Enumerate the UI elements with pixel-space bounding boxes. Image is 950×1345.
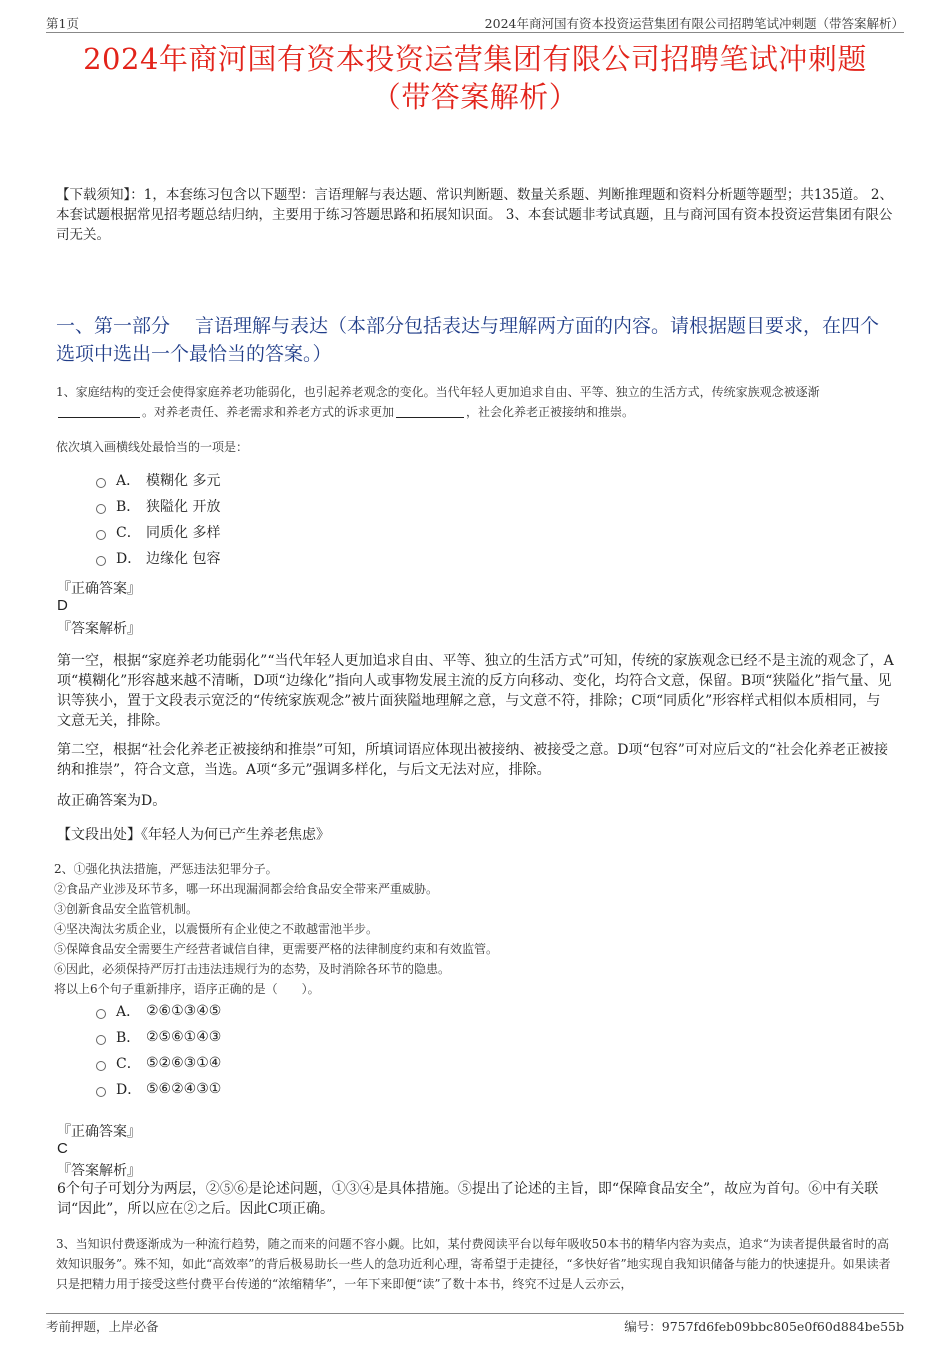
blank-2 xyxy=(396,404,464,418)
title-line-2: （带答案解析） xyxy=(371,80,579,114)
radio-icon[interactable] xyxy=(96,556,106,566)
page-number: 第1页 xyxy=(46,16,79,31)
option-b[interactable]: B． 狭隘化 开放 xyxy=(96,493,220,519)
radio-icon[interactable] xyxy=(96,1035,106,1045)
analysis-label: 『答案解析』 xyxy=(57,1163,141,1179)
question-1-prompt: 依次填入画横线处最恰当的一项是： xyxy=(56,440,249,454)
radio-icon[interactable] xyxy=(96,504,106,514)
analysis-paragraph-2: 第二空，根据“社会化养老正被接纳和推崇”可知，所填词语应体现出被接纳、被接受之意。D项“包容”可对应后文的“社会化养老正被接纳和推崇”，符合文意，当选。A项“多元”强调多样化，与后文无法对应，排除。 xyxy=(57,742,889,778)
option-b[interactable]: B． ②⑤⑥①④③ xyxy=(96,1024,221,1050)
document-title xyxy=(40,40,910,116)
footer-slogan: 考前押题，上岸必备 xyxy=(46,1319,159,1334)
analysis-paragraph: 6个句子可划分为两层，②⑤⑥是论述问题，①③④是具体措施。⑤提出了论述的主旨，即“保障食品安全”，故应为首句。⑥中有关联词“因此”，所以应在②之后。因此C项正确。 xyxy=(57,1181,879,1217)
radio-icon[interactable] xyxy=(96,1009,106,1019)
analysis-conclusion: 故正确答案为D。 xyxy=(57,793,167,809)
option-a[interactable]: A． 模糊化 多元 xyxy=(96,467,220,493)
page-footer xyxy=(46,1313,904,1336)
radio-icon[interactable] xyxy=(96,1087,106,1097)
answer-label: 『正确答案』 xyxy=(57,1124,141,1140)
header-doc-title: 2024年商河国有资本投资运营集团有限公司招聘笔试冲刺题（带答案解析） xyxy=(484,16,904,31)
radio-icon[interactable] xyxy=(96,1061,106,1071)
option-a[interactable]: A． ②⑥①③④⑤ xyxy=(96,998,221,1024)
option-c[interactable]: C． ⑤②⑥③①④ xyxy=(96,1050,221,1076)
question-1-stem: 1、家庭结构的变迁会使得家庭养老功能弱化，也引起养老观念的变化。当代年轻人更加追求自由、平等、独立的生活方式，传统家族观念被逐渐。对养老责任、养老需求和养老方式的诉求更加 ，社会化养老正被接纳和推崇。 xyxy=(56,385,820,419)
blank-1 xyxy=(58,404,140,418)
option-c[interactable]: C． 同质化 多样 xyxy=(96,519,220,545)
page-header xyxy=(46,12,904,33)
answer-label: 『正确答案』 xyxy=(57,581,141,597)
download-notice: 【下载须知】：1，本套练习包含以下题型：言语理解与表达题、常识判断题、数量关系题、判断推理题和资料分析题等题型；共135道。 2、本套试题根据常见招考题总结归纳，主要用于练习答题思路和拓展知识面。 3、本套试题非考试真题，且与商河国有资本投资运营集团有限公司无关。 xyxy=(56,187,893,243)
footer-serial: 编号：9757fd6feb09bbc805e0f60d884be55b xyxy=(624,1319,904,1334)
answer-value: C xyxy=(57,1140,68,1157)
option-d[interactable]: D． 边缘化 包容 xyxy=(96,545,220,571)
answer-value: D xyxy=(57,597,68,614)
question-1-options xyxy=(96,467,220,571)
radio-icon[interactable] xyxy=(96,530,106,540)
analysis-label: 『答案解析』 xyxy=(57,621,141,637)
source-note: 【文段出处】《年轻人为何已产生养老焦虑》 xyxy=(57,827,330,843)
option-d[interactable]: D． ⑤⑥②④③① xyxy=(96,1076,221,1102)
question-2-options xyxy=(96,998,221,1102)
section-heading: 一、第一部分 言语理解与表达（本部分包括表达与理解两方面的内容。请根据题目要求，在四个选项中选出一个最恰当的答案。） xyxy=(56,315,880,365)
question-2-stem: 2、①强化执法措施，严惩违法犯罪分子。 ②食品产业涉及环节多，哪一环出现漏洞都会给食品安全带来严重威胁。 ③创新食品安全监管机制。 ④坚决淘汰劣质企业，以震慑所有企业使之不敢越雷池半步。 ⑤保障食品安全需要生产经营者诚信自律，更需要严格的法律制度约束和有效监管。 ⑥因此，必须保持严厉打击违法违规行为的态势，及时消除各环节的隐患。 将以上6个句子重新排序，语序正确的是（ ）。 xyxy=(54,862,499,996)
radio-icon[interactable] xyxy=(96,478,106,488)
analysis-paragraph-1: 第一空，根据“家庭养老功能弱化”“当代年轻人更加追求自由、平等、独立的生活方式”可知，传统的家族观念已经不是主流的观念了，A项“模糊化”形容越来越不清晰，D项“边缘化”指向人或事物发展主流的反方向移动、变化，均符合文意，保留。B项“狭隘化”指气量、见识等狭小，置于文段表示宽泛的“传统家族观念”被片面狭隘地理解之意，与文意不符，排除；C项“同质化”形容样式相似本质相同，与文意无关，排除。 xyxy=(57,653,894,729)
question-3-stem: 3、当知识付费逐渐成为一种流行趋势，随之而来的问题不容小觑。比如，某付费阅读平台以每年吸收50本书的精华内容为卖点，追求“为读者提供最省时的高效知识服务”。殊不知，如此“高效率”的背后极易助长一些人的急功近利心理，寄希望于走捷径，“多快好省”地实现自我知识储备与能力的快速提升。如果读者只是把精力用于接受这些付费平台传递的“浓缩精华”，一年下来即便“读”了数十本书，终究不过是人云亦云， xyxy=(56,1237,891,1291)
title-line-1: 2024年商河国有资本投资运营集团有限公司招聘笔试冲刺题 xyxy=(83,42,867,76)
